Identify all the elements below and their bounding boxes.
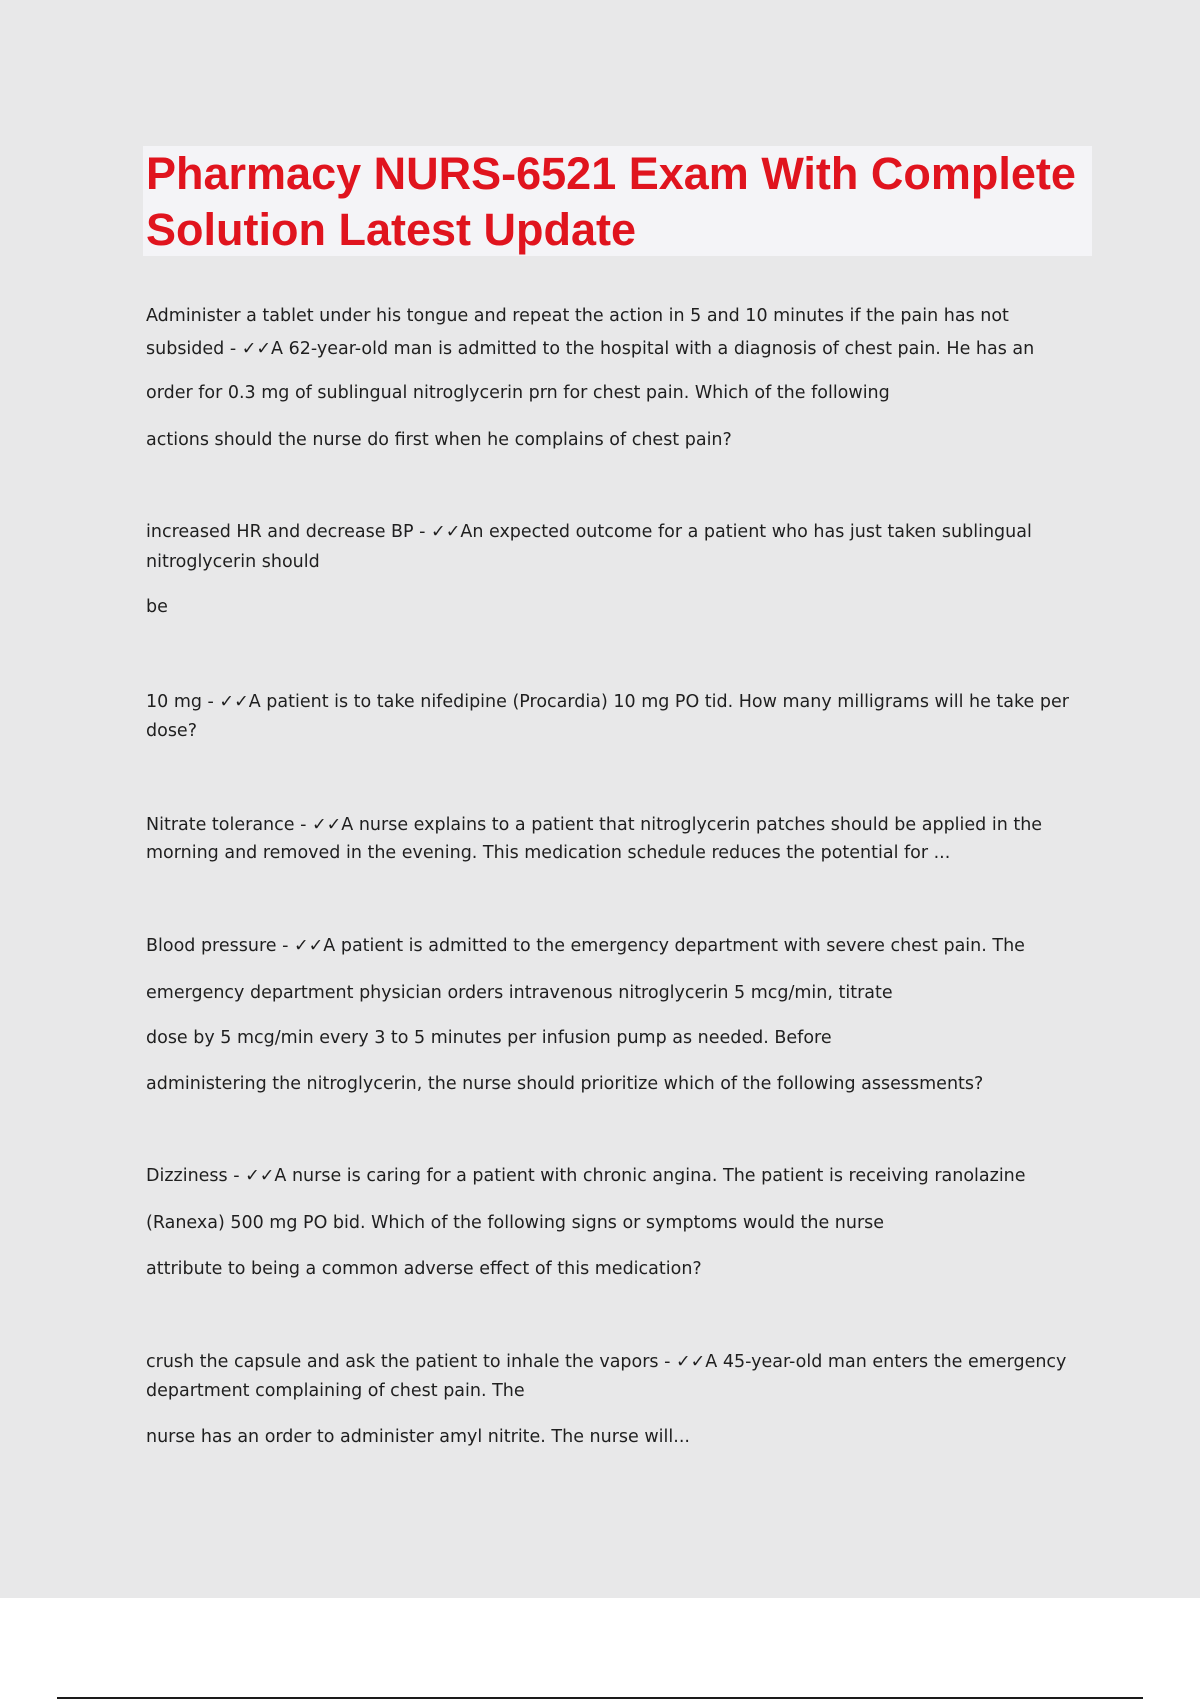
question-3-line-2: dose? xyxy=(146,721,197,741)
question-1-line-3: order for 0.3 mg of sublingual nitroglycerin prn for chest pain. Which of the following xyxy=(146,383,890,403)
document-title: Pharmacy NURS-6521 Exam With Complete Solution Latest Update xyxy=(146,148,1076,255)
question-1-line-2: subsided - ✓✓A 62-year-old man is admitted to the hospital with a diagnosis of chest pain. He has an xyxy=(146,339,1035,359)
question-5-line-1: Blood pressure - ✓✓A patient is admitted to the emergency department with severe chest pain. The xyxy=(146,936,1025,956)
question-5-line-4: administering the nitroglycerin, the nurse should prioritize which of the following assessments? xyxy=(146,1074,984,1094)
question-6-line-2: (Ranexa) 500 mg PO bid. Which of the following signs or symptoms would the nurse xyxy=(146,1213,885,1233)
question-2-line-2: nitroglycerin should xyxy=(146,552,320,572)
question-4-line-1: Nitrate tolerance - ✓✓A nurse explains to a patient that nitroglycerin patches should be applied in the xyxy=(146,815,1043,835)
question-2-line-1: increased HR and decrease BP - ✓✓An expected outcome for a patient who has just taken sublingual xyxy=(146,522,1032,542)
question-7-line-1: crush the capsule and ask the patient to inhale the vapors - ✓✓A 45-year-old man enters the emergency xyxy=(146,1352,1067,1372)
question-3-line-1: 10 mg - ✓✓A patient is to take nifedipine (Procardia) 10 mg PO tid. How many milligrams will he take per xyxy=(146,692,1069,712)
question-5-line-2: emergency department physician orders intravenous nitroglycerin 5 mcg/min, titrate xyxy=(146,983,893,1003)
question-2-line-3: be xyxy=(146,597,168,617)
question-1-line-1: Administer a tablet under his tongue and repeat the action in 5 and 10 minutes if the pain has not xyxy=(146,306,1009,326)
question-5-line-3: dose by 5 mcg/min every 3 to 5 minutes per infusion pump as needed. Before xyxy=(146,1028,832,1048)
question-7-line-3: nurse has an order to administer amyl nitrite. The nurse will... xyxy=(146,1427,690,1447)
question-6-line-3: attribute to being a common adverse effect of this medication? xyxy=(146,1259,702,1279)
question-4-line-2: morning and removed in the evening. This medication schedule reduces the potential for ... xyxy=(146,843,951,863)
question-1-line-4: actions should the nurse do first when he complains of chest pain? xyxy=(146,430,732,450)
question-7-line-2: department complaining of chest pain. The xyxy=(146,1381,525,1401)
footer-divider xyxy=(57,1697,1143,1699)
question-6-line-1: Dizziness - ✓✓A nurse is caring for a patient with chronic angina. The patient is receiving ranolazine xyxy=(146,1166,1026,1186)
